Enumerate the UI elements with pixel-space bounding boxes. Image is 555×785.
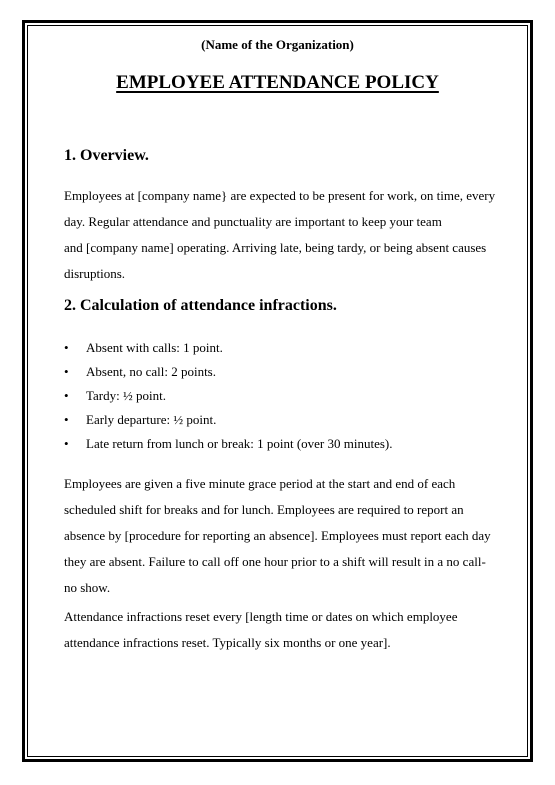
paragraph-line: scheduled shift for breaks and for lunch. Employees are required to report an (64, 502, 464, 517)
paragraph-line: Employees at [company name} are expected to be present for work, on time, every (64, 188, 496, 203)
section-heading-calculation: 2. Calculation of attendance infractions. (64, 297, 337, 314)
overview-paragraph (64, 183, 504, 287)
document-title: EMPLOYEE ATTENDANCE POLICY (116, 72, 439, 93)
paragraph-line: and [company name] operating. Arriving late, being tardy, or being absent causes (64, 240, 487, 255)
list-item-text: Early departure: ½ point. (86, 412, 217, 427)
section-heading-overview: 1. Overview. (64, 147, 149, 164)
organization-name: (Name of the Organization) (201, 37, 354, 52)
bullet-icon: • (64, 388, 69, 403)
paragraph-line: attendance infractions reset. Typically six months or one year]. (64, 635, 391, 650)
list-item-text: Late return from lunch or break: 1 point (over 30 minutes). (86, 436, 393, 451)
list-item-text: Tardy: ½ point. (86, 388, 166, 403)
bullet-icon: • (64, 340, 69, 355)
infraction-list (64, 336, 393, 456)
reset-paragraph (64, 604, 504, 656)
list-item (64, 384, 393, 408)
list-item (64, 360, 393, 384)
list-item (64, 336, 393, 360)
paragraph-line: they are absent. Failure to call off one hour prior to a shift will result in a no call- (64, 554, 486, 569)
paragraph-line: Employees are given a five minute grace period at the start and end of each (64, 476, 456, 491)
paragraph-line: absence by [procedure for reporting an absence]. Employees must report each day (64, 528, 491, 543)
bullet-icon: • (64, 364, 69, 379)
list-item (64, 408, 393, 432)
list-item-text: Absent with calls: 1 point. (86, 340, 223, 355)
grace-period-paragraph (64, 471, 504, 601)
bullet-icon: • (64, 436, 69, 451)
list-item (64, 432, 393, 456)
bullet-icon: • (64, 412, 69, 427)
paragraph-line: disruptions. (64, 266, 126, 281)
paragraph-line: no show. (64, 580, 111, 595)
paragraph-line: day. Regular attendance and punctuality are important to keep your team (64, 214, 442, 229)
list-item-text: Absent, no call: 2 points. (86, 364, 216, 379)
paragraph-line: Attendance infractions reset every [length time or dates on which employee (64, 609, 458, 624)
